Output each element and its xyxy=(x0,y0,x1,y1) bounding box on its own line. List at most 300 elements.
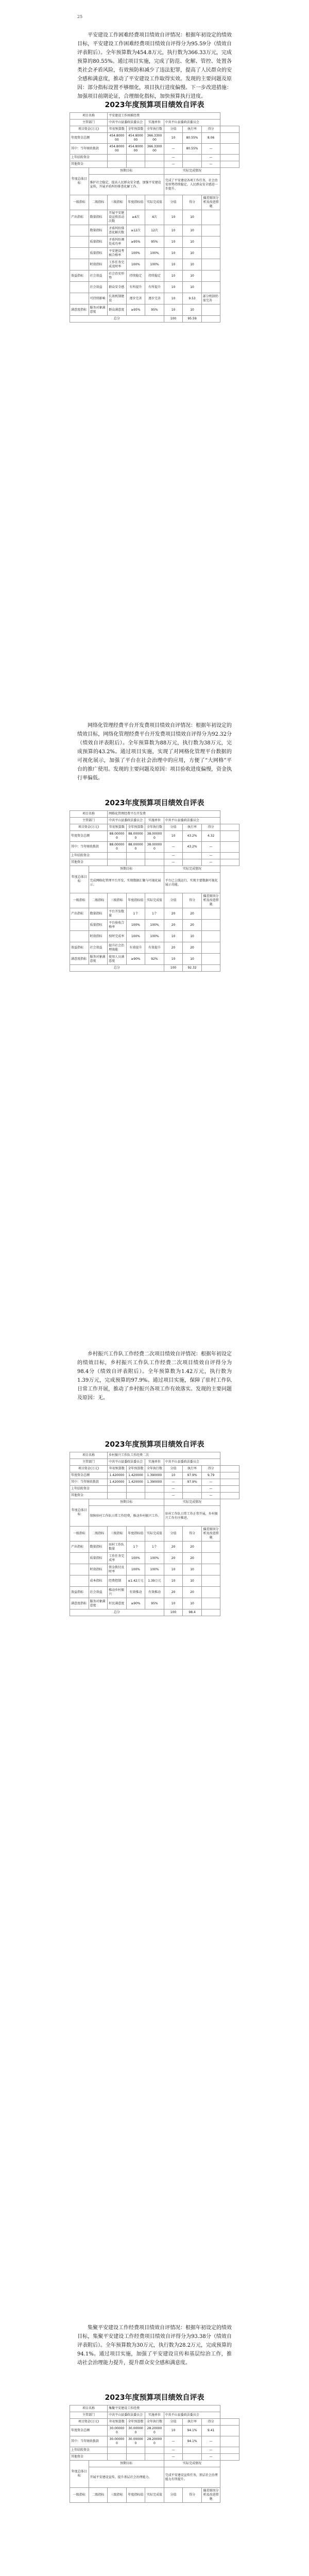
funds-header-cell: 执行率 xyxy=(183,2419,202,2426)
indicator-header-cell: 实际完成值 xyxy=(145,1527,164,1541)
funds-cell: 其他资金 xyxy=(70,859,108,866)
funds-header-cell: 全年预算数 xyxy=(126,824,145,831)
indicator-cell: 10 xyxy=(183,248,202,259)
indicator-cell: 10 xyxy=(183,225,202,236)
indicator-cell: 有所提升 xyxy=(145,282,164,293)
indicator-cell: 10 xyxy=(164,282,183,293)
indicator-cell: 92% xyxy=(145,954,164,965)
project-name-value: 乡村振兴工作队工作经费二次 xyxy=(108,1452,220,1459)
goal-actual-text: 平台已上线运行，实现主要数据可视化展示功能。 xyxy=(164,873,220,893)
funds-cell: 10 xyxy=(164,1472,183,1479)
funds-cell: 上年结转资金 xyxy=(70,2447,108,2454)
funds-cell: 1.420000 xyxy=(126,1472,145,1479)
indicator-cell xyxy=(201,920,220,931)
table-cell xyxy=(220,2419,239,2426)
dept-value: 中共平山县委政法委员会 xyxy=(108,120,145,126)
indicator-cell xyxy=(201,1598,220,1609)
funds-cell xyxy=(126,1493,145,1499)
indicator-cell: 10 xyxy=(183,304,202,316)
indicator-cell: 1个 xyxy=(126,1541,145,1553)
funds-cell xyxy=(145,2454,164,2461)
table-title: 2023年度预算项目绩效自评表 xyxy=(105,101,204,109)
funds-cell: 28.200000 xyxy=(145,2436,164,2447)
table-cell xyxy=(220,1472,239,1479)
funds-cell: 其他资金 xyxy=(70,2454,108,2461)
indicator-row xyxy=(70,270,239,282)
indicator-cell: ≥95% xyxy=(126,236,145,248)
goal-expected-text: 保障驻村工作队日常工作经费，推动乡村振兴工作。 xyxy=(89,1506,164,1527)
indicator-cell: 100% xyxy=(145,1553,164,1564)
indicator-cell: 1个 xyxy=(145,1541,164,1553)
indicator-cell: 数量指标 xyxy=(89,210,108,225)
goal-expected-label: 预期目标 xyxy=(89,1499,164,1506)
performance-table xyxy=(70,2405,239,2503)
funds-cell xyxy=(108,2447,127,2454)
indicator-cell: 满意度指标 xyxy=(70,954,89,965)
funds-cell: — xyxy=(164,853,183,859)
indicator-cell: 可持续影响 xyxy=(89,293,108,304)
funds-cell: 4.32 xyxy=(201,831,220,842)
indicator-cell: 持续稳定 xyxy=(145,270,164,282)
funds-cell: 88.000000 xyxy=(126,831,145,842)
indicator-cell: 20 xyxy=(164,1587,183,1598)
goal-actual-label: 实际完成情况 xyxy=(164,2461,220,2467)
section-paragraph: 集聚平安建设工作经费项目绩效自评情况：根据年初设定的绩效目标，集聚平安建设工作经费项目绩效自评得分为93.38分（绩效自评表附后）。全年预算数为30万元，执行数为28.2万元，完成预算的94.1%。通过项目实施，加强了平安建设宣传和基层综治工作，推动社会治理能力提升，提升群众安全感和满意度。 xyxy=(77,2325,232,2366)
indicator-cell: 10 xyxy=(183,954,202,965)
unit-label: 实施单位 xyxy=(145,1459,164,1466)
dept-label: 主管部门 xyxy=(70,120,108,126)
funds-cell xyxy=(108,161,127,168)
funds-cell: 366.330000 xyxy=(145,133,164,144)
indicator-cell: ≥4次 xyxy=(126,210,145,225)
funds-cell xyxy=(183,853,202,859)
funds-header-cell: 年初预算数 xyxy=(108,2419,127,2426)
table-cell xyxy=(220,2426,239,2436)
table-row xyxy=(70,824,239,831)
funds-cell xyxy=(126,853,145,859)
funds-cell xyxy=(126,2454,145,2461)
table-cell xyxy=(220,1486,239,1493)
funds-header-cell: 执行率 xyxy=(183,824,202,831)
funds-row xyxy=(70,831,239,842)
funds-row xyxy=(70,155,239,161)
project-name-value: 集聚平安建设工作经费 xyxy=(108,2405,220,2412)
funds-header-cell: 全年执行数 xyxy=(145,126,164,133)
indicator-cell: 10 xyxy=(164,1598,183,1609)
funds-cell: 1.420000 xyxy=(108,1472,127,1479)
goal-expected-label: 预期目标 xyxy=(89,866,164,873)
indicator-header-cell: 三级指标 xyxy=(108,195,127,210)
goal-expected-text: 完成网格化管理平台开发，实现数据汇聚与可视化展示。 xyxy=(89,873,164,893)
funds-cell: — xyxy=(201,2454,220,2461)
funds-cell: — xyxy=(164,155,183,161)
total-got: 92.32 xyxy=(183,965,202,972)
unit-label: 实施单位 xyxy=(145,818,164,824)
funds-cell xyxy=(145,1486,164,1493)
table-cell xyxy=(220,853,239,859)
indicator-cell: 使用人员满意度 xyxy=(108,954,127,965)
indicator-cell: 经费控制 xyxy=(108,1575,127,1587)
indicator-cell xyxy=(201,931,220,942)
total-row xyxy=(70,965,239,972)
project-name-value: 网格化管理经费平台开发费 xyxy=(108,811,220,818)
indicator-cell: 开展平安建设宣传活动次数 xyxy=(108,210,127,225)
indicator-header-cell: 分值 xyxy=(164,195,183,210)
indicator-cell: 社会效益 xyxy=(89,270,108,282)
indicator-row xyxy=(70,293,239,304)
indicator-cell: 工作任务完成率 xyxy=(108,1553,127,1564)
indicator-cell: 10 xyxy=(164,1575,183,1587)
indicator-cell: 逐步完善 xyxy=(145,293,164,304)
funds-row xyxy=(70,2436,239,2447)
funds-cell: — xyxy=(164,2447,183,2454)
indicator-cell: 10 xyxy=(183,270,202,282)
indicator-cell: 群众安全感 xyxy=(108,282,127,293)
indicator-cell: 10 xyxy=(164,293,183,304)
funds-header-cell: 全年执行数 xyxy=(145,2419,164,2426)
funds-cell: — xyxy=(164,1479,183,1486)
indicator-cell: 20 xyxy=(164,1541,183,1553)
funds-cell xyxy=(145,853,164,859)
funds-header-cell: 年初预算数 xyxy=(108,1466,127,1472)
indicator-cell: 100% xyxy=(126,920,145,931)
funds-cell: 1.390000 xyxy=(145,1479,164,1486)
indicator-cell xyxy=(201,304,220,316)
indicator-header-cell: 年度指标值 xyxy=(126,1527,145,1541)
performance-table-block xyxy=(70,796,239,972)
funds-cell: — xyxy=(201,2447,220,2454)
funds-cell: 30.000000 xyxy=(126,2426,145,2436)
funds-cell: — xyxy=(164,1493,183,1499)
funds-header-cell: 分值 xyxy=(164,2419,183,2426)
total-label: 总分 xyxy=(70,965,164,972)
indicator-cell: 20 xyxy=(164,1553,183,1564)
indicator-header-cell: 实际完成值 xyxy=(145,2488,164,2503)
funds-cell xyxy=(145,161,164,168)
funds-cell xyxy=(108,155,127,161)
funds-row xyxy=(70,1486,239,1493)
indicator-cell: 10 xyxy=(183,1564,202,1575)
table-cell xyxy=(201,965,220,972)
indicator-cell: 20 xyxy=(183,1541,202,1553)
funds-cell: — xyxy=(201,144,220,155)
indicator-header-cell: 分值 xyxy=(164,2488,183,2503)
indicator-cell: 质量指标 xyxy=(89,248,108,259)
indicator-cell: 20 xyxy=(183,920,202,931)
indicator-cell: 100% xyxy=(126,1553,145,1564)
funds-row xyxy=(70,2447,239,2454)
funds-row xyxy=(70,144,239,155)
indicator-header-cell: 得分 xyxy=(183,893,202,908)
indicator-cell: 10 xyxy=(164,931,183,942)
funds-cell: 上年结转资金 xyxy=(70,1486,108,1493)
table-row xyxy=(70,866,239,873)
indicator-cell: 社会效益 xyxy=(89,282,108,293)
indicator-header-cell: 年度指标值 xyxy=(126,2488,145,2503)
table-row xyxy=(70,195,239,210)
indicator-cell: 10 xyxy=(183,1575,202,1587)
indicator-header-cell: 实际完成值 xyxy=(145,893,164,908)
funds-cell: 88.000000 xyxy=(126,842,145,853)
page-mark: 25 xyxy=(77,14,83,19)
indicator-cell: 10 xyxy=(164,225,183,236)
funds-cell xyxy=(108,2454,127,2461)
funds-header-cell: 项目资金(万元) xyxy=(70,126,108,133)
indicator-cell: 100% xyxy=(145,931,164,942)
funds-cell xyxy=(145,859,164,866)
funds-header-cell: 全年预算数 xyxy=(126,1466,145,1472)
table-cell xyxy=(220,155,239,161)
funds-cell xyxy=(183,2447,202,2454)
funds-cell: 28.200000 xyxy=(145,2426,164,2436)
table-row xyxy=(70,1506,239,1527)
dept-value: 中共平山县委政法委员会 xyxy=(108,818,145,824)
funds-cell xyxy=(183,1493,202,1499)
funds-row xyxy=(70,1472,239,1479)
table-row xyxy=(70,2488,239,2503)
funds-cell: 454.800000 xyxy=(126,144,145,155)
funds-cell: 94.1% xyxy=(183,2426,202,2436)
funds-cell: 80.55% xyxy=(183,144,202,155)
indicator-cell: 产出指标 xyxy=(70,210,89,225)
table-cell xyxy=(201,1609,220,1616)
indicator-cell: ≤1.42万元 xyxy=(126,1575,145,1587)
project-name-label: 项目名称 xyxy=(70,2405,108,2412)
indicator-header-cell: 年度指标值 xyxy=(126,893,145,908)
funds-header-cell: 得分 xyxy=(201,824,220,831)
section-paragraph: 乡村振兴工作队工作经费二次项目绩效自评情况：根据年初设定的绩效目标，乡村振兴工作队工作经费二次项目绩效自评得分为98.4分（绩效自评表附后）。全年预算数为1.42万元，执行数为1.39万元，完成预算的97.9%。通过项目实施，保障了驻村工作队日常工作开展，推动了乡村振兴各项工作有效落实。发现的主要问题及原因：无。 xyxy=(77,1351,232,1401)
funds-cell xyxy=(108,859,127,866)
funds-cell xyxy=(108,1486,127,1493)
indicator-cell xyxy=(70,920,89,931)
funds-cell xyxy=(126,155,145,161)
indicator-cell: 1.39万元 xyxy=(145,1575,164,1587)
funds-header-cell: 分值 xyxy=(164,1466,183,1472)
funds-cell: 88.000000 xyxy=(108,831,127,842)
funds-row xyxy=(70,133,239,144)
indicator-cell: 时效指标 xyxy=(89,931,108,942)
dept-label: 主管部门 xyxy=(70,1459,108,1466)
funds-row xyxy=(70,853,239,859)
table-cell xyxy=(220,842,239,853)
table-title: 2023年度预算项目绩效自评表 xyxy=(105,2394,204,2402)
indicator-cell: 10 xyxy=(183,931,202,942)
indicator-cell: 长效机制建设 xyxy=(108,293,127,304)
indicator-header-cell: 得分 xyxy=(183,2488,202,2503)
funds-header-cell: 分值 xyxy=(164,824,183,831)
indicator-cell: 部分机制仍需完善 xyxy=(201,293,220,304)
unit-value: 中共平山县委政法委员会 xyxy=(164,2412,220,2419)
indicator-cell: 1个 xyxy=(145,908,164,920)
indicator-cell: 工作任务完成及时率 xyxy=(108,259,127,270)
table-cell xyxy=(220,1479,239,1486)
table-row xyxy=(70,120,239,126)
indicator-header-cell: 实际完成值 xyxy=(145,195,164,210)
indicator-cell xyxy=(70,236,89,248)
funds-cell: — xyxy=(164,842,183,853)
funds-cell: — xyxy=(164,1486,183,1493)
funds-cell: — xyxy=(201,853,220,859)
indicator-cell: 矛盾纠纷排查化解次数 xyxy=(108,225,127,236)
indicator-cell: 20 xyxy=(183,1553,202,1564)
funds-cell xyxy=(126,859,145,866)
indicator-header-cell: 二级指标 xyxy=(89,2488,108,2503)
funds-header-cell: 得分 xyxy=(201,1466,220,1472)
funds-cell xyxy=(145,2447,164,2454)
funds-cell xyxy=(183,161,202,168)
indicator-cell xyxy=(201,954,220,965)
funds-cell: 年度资金总额 xyxy=(70,2426,108,2436)
indicator-cell: 社会效益 xyxy=(89,1587,108,1598)
indicator-cell: 10 xyxy=(183,1598,202,1609)
indicator-cell: 效益指标 xyxy=(70,942,89,954)
total-score: 100 xyxy=(164,316,183,323)
indicator-cell: 95% xyxy=(145,236,164,248)
total-got: 98.4 xyxy=(183,1609,202,1616)
indicator-cell: 10 xyxy=(164,1564,183,1575)
table-row xyxy=(70,1452,239,1459)
indicator-cell: 资金拨付及时率 xyxy=(108,1564,127,1575)
indicator-cell: 社会效益 xyxy=(89,942,108,954)
indicator-cell: ≥90% xyxy=(126,954,145,965)
indicator-cell xyxy=(201,1553,220,1564)
funds-cell xyxy=(108,853,127,859)
funds-cell: 上年结转资金 xyxy=(70,155,108,161)
total-label: 总分 xyxy=(70,316,164,323)
indicator-cell xyxy=(201,259,220,270)
indicator-cell: 服务对象满意度 xyxy=(89,304,108,316)
funds-row xyxy=(70,1479,239,1486)
indicator-cell xyxy=(201,942,220,954)
goal-expected-label: 预期目标 xyxy=(89,168,164,175)
indicator-cell: 满意度指标 xyxy=(70,304,89,316)
total-row xyxy=(70,1609,239,1616)
indicator-cell: 驻村工作队数量 xyxy=(108,1541,127,1553)
indicator-cell xyxy=(70,225,89,236)
indicator-row xyxy=(70,1541,239,1553)
indicator-header-cell: 分值 xyxy=(164,1527,183,1541)
indicator-cell: 100% xyxy=(126,931,145,942)
table-row xyxy=(70,175,239,195)
funds-header-cell: 年初预算数 xyxy=(108,126,127,133)
funds-cell xyxy=(126,161,145,168)
table-cell xyxy=(220,126,239,133)
indicator-cell: 20 xyxy=(164,942,183,954)
indicator-cell: 社会治安形势 xyxy=(108,270,127,282)
indicator-cell: 平台开发数量 xyxy=(108,908,127,920)
table-title: 2023年度预算项目绩效自评表 xyxy=(105,1440,204,1449)
performance-table xyxy=(70,112,239,323)
goal-label: 年度总体目标 xyxy=(70,168,89,195)
funds-cell: 38.000000 xyxy=(145,842,164,853)
funds-cell: 9.41 xyxy=(201,2426,220,2436)
indicator-cell: 服务对象满意度 xyxy=(89,954,108,965)
indicator-cell xyxy=(201,908,220,920)
indicator-cell: 平安建设考核合格率 xyxy=(108,248,127,259)
funds-cell xyxy=(183,1486,202,1493)
section-paragraph: 平安建设工作困难经费项目绩效自评情况：根据年初设定的绩效目标，平安建设工作困难经费项目绩效自评得分为95.59分（绩效自评表附后）。全年预算数为454.8万元，执行数为366.33万元，完成预算的80.55%。通过项目实施，完成了防范、化解、管控、处置各类社会矛盾风险，有效预防和减少了违法犯罪，提高了人民群众的安全感和满意度，推动了平安建设工作取得实效。发现的主要问题及原因：部分指标设置不够细化，项目执行进度偏慢。下一步改进措施：加强项目前期论证，合理细化指标，加快预算执行进度。 xyxy=(77,32,232,99)
dept-value: 中共平山县委政法委员会 xyxy=(108,2412,145,2419)
indicator-cell: 95% xyxy=(145,304,164,316)
project-name-label: 项目名称 xyxy=(70,811,108,818)
funds-cell: 其中：当年财政拨款 xyxy=(70,842,108,853)
indicator-cell: 时效指标 xyxy=(89,259,108,270)
table-cell xyxy=(220,1493,239,1499)
table-row xyxy=(70,2405,239,2412)
indicator-cell xyxy=(201,282,220,293)
table-title: 2023年度预算项目绩效自评表 xyxy=(105,799,204,807)
funds-cell xyxy=(183,859,202,866)
indicator-cell: 数量指标 xyxy=(89,225,108,236)
indicator-cell: 100% xyxy=(145,259,164,270)
indicator-cell: 4次 xyxy=(145,210,164,225)
section-paragraph: 网络化管理经费平台开发费项目绩效自评情况：根据年初设定的绩效目标，网络化管理经费平台开发费项目绩效自评得分为92.32分（绩效自评表附后）。全年预算数为88万元，执行数为38万元，完成预算的43.2%。通过项目实施，实现了对网格化管理平台数据的可视化展示，加强了平台在社会治理中的应用，方便了“大网格”平台的推广使用。发现的主要问题及原因：项目验收进度偏慢，资金执行率偏低。 xyxy=(77,723,232,781)
project-name-value: 平安建设工作困难经费 xyxy=(108,113,220,120)
unit-label: 实施单位 xyxy=(145,2412,164,2419)
funds-header-cell: 全年执行数 xyxy=(145,824,164,831)
table-cell xyxy=(201,316,220,323)
funds-header-cell: 得分 xyxy=(201,2419,220,2426)
funds-cell: 30.000000 xyxy=(126,2436,145,2447)
funds-header-cell: 全年预算数 xyxy=(126,2419,145,2426)
indicator-cell: 满意度指标 xyxy=(70,1598,89,1609)
funds-row xyxy=(70,859,239,866)
funds-header-cell: 执行率 xyxy=(183,1466,202,1472)
indicator-cell: ≥95% xyxy=(126,304,145,316)
goal-expected-label: 预期目标 xyxy=(89,2461,164,2467)
unit-label: 实施单位 xyxy=(145,120,164,126)
funds-cell: 其中：当年财政拨款 xyxy=(70,1479,108,1486)
table-cell xyxy=(220,824,239,831)
table-cell xyxy=(220,859,239,866)
funds-cell: 年度资金总额 xyxy=(70,133,108,144)
dept-label: 主管部门 xyxy=(70,818,108,824)
indicator-header-cell: 二级指标 xyxy=(89,195,108,210)
goal-actual-label: 实际完成情况 xyxy=(164,168,220,175)
indicator-cell: 服务对象满意度 xyxy=(89,1598,108,1609)
funds-cell: 其中：当年财政拨款 xyxy=(70,2436,108,2447)
indicator-cell: 质量指标 xyxy=(89,920,108,931)
indicator-cell: 有所提升 xyxy=(126,282,145,293)
funds-cell: 10 xyxy=(164,2426,183,2436)
indicator-cell: 10 xyxy=(183,236,202,248)
indicator-cell: 10 xyxy=(183,210,202,225)
funds-cell: 上年结转资金 xyxy=(70,853,108,859)
indicator-header-cell: 偏差原因分析及改进措施 xyxy=(201,1527,220,1541)
goal-actual-text: 完成了平安建设各项工作任务，社会治安形势持续稳定，人民群众安全感进一步提升。 xyxy=(164,175,220,195)
table-row xyxy=(70,168,239,175)
funds-cell: 366.330000 xyxy=(145,144,164,155)
indicator-row xyxy=(70,248,239,259)
goal-actual-label: 实际完成情况 xyxy=(164,1499,220,1506)
table-row xyxy=(70,1527,239,1541)
indicator-row xyxy=(70,1598,239,1609)
indicator-cell: 100% xyxy=(145,1564,164,1575)
project-name-label: 项目名称 xyxy=(70,113,108,120)
indicator-cell: 产出指标 xyxy=(70,1541,89,1553)
indicator-cell: 提升社会治理效能 xyxy=(108,942,127,954)
funds-cell xyxy=(145,155,164,161)
indicator-row xyxy=(70,908,239,920)
funds-cell: 8.06 xyxy=(201,133,220,144)
funds-cell: — xyxy=(164,161,183,168)
indicator-cell xyxy=(70,1553,89,1564)
indicator-cell: 效益指标 xyxy=(70,270,89,282)
goal-label: 年度总体目标 xyxy=(70,2461,89,2488)
indicator-cell: 数量指标 xyxy=(89,1541,108,1553)
funds-cell xyxy=(108,1493,127,1499)
indicator-header-cell: 二级指标 xyxy=(89,1527,108,1541)
